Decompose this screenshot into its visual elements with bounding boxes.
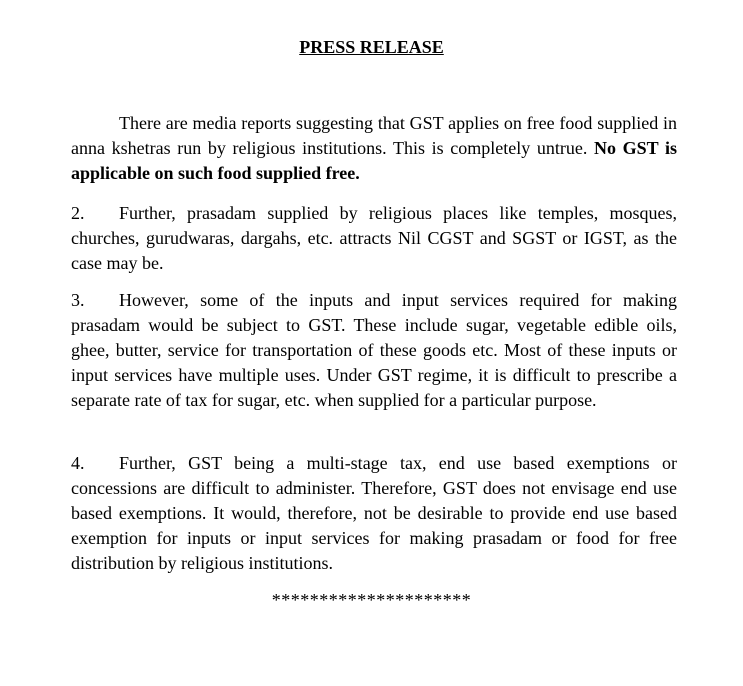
- paragraph-4-number: 4.: [71, 453, 85, 473]
- paragraph-3: [71, 288, 677, 413]
- paragraph-1-text: There are media reports suggesting that GST applies on free food supplied in anna kshetras run by religious institutions. This is completely untrue.: [71, 113, 677, 158]
- paragraph-2-number: 2.: [71, 203, 85, 223]
- paragraph-4-text: Further, GST being a multi-stage tax, end use based exemptions or concessions are difficult to administer. Therefore, GST does not envisage end use based exemptions. It would, therefore, not be desirable to provide end use based exemption for inputs or input services for making prasadam or food for free distribution by religious institutions.: [71, 453, 677, 573]
- paragraph-1-bold-text: No GST is applicable on such food supplied free.: [71, 138, 677, 183]
- paragraph-2-text: Further, prasadam supplied by religious places like temples, mosques, churches, gurudwaras, dargahs, etc. attracts Nil CGST and SGST or IGST, as the case may be.: [71, 203, 677, 273]
- paragraph-2: [71, 201, 677, 276]
- paragraph-1: [71, 111, 677, 186]
- paragraph-3-number: 3.: [71, 290, 85, 310]
- paragraph-3-text: However, some of the inputs and input services required for making prasadam would be subject to GST. These include sugar, vegetable edible oils, ghee, butter, service for transportation of these goods etc. Most of these inputs or input services have multiple uses. Under GST regime, it is difficult to prescribe a separate rate of tax for sugar, etc. when supplied for a particular purpose.: [71, 290, 677, 410]
- paragraph-4: [71, 451, 677, 576]
- end-marker: *********************: [271, 590, 472, 610]
- page-title: PRESS RELEASE: [299, 37, 444, 57]
